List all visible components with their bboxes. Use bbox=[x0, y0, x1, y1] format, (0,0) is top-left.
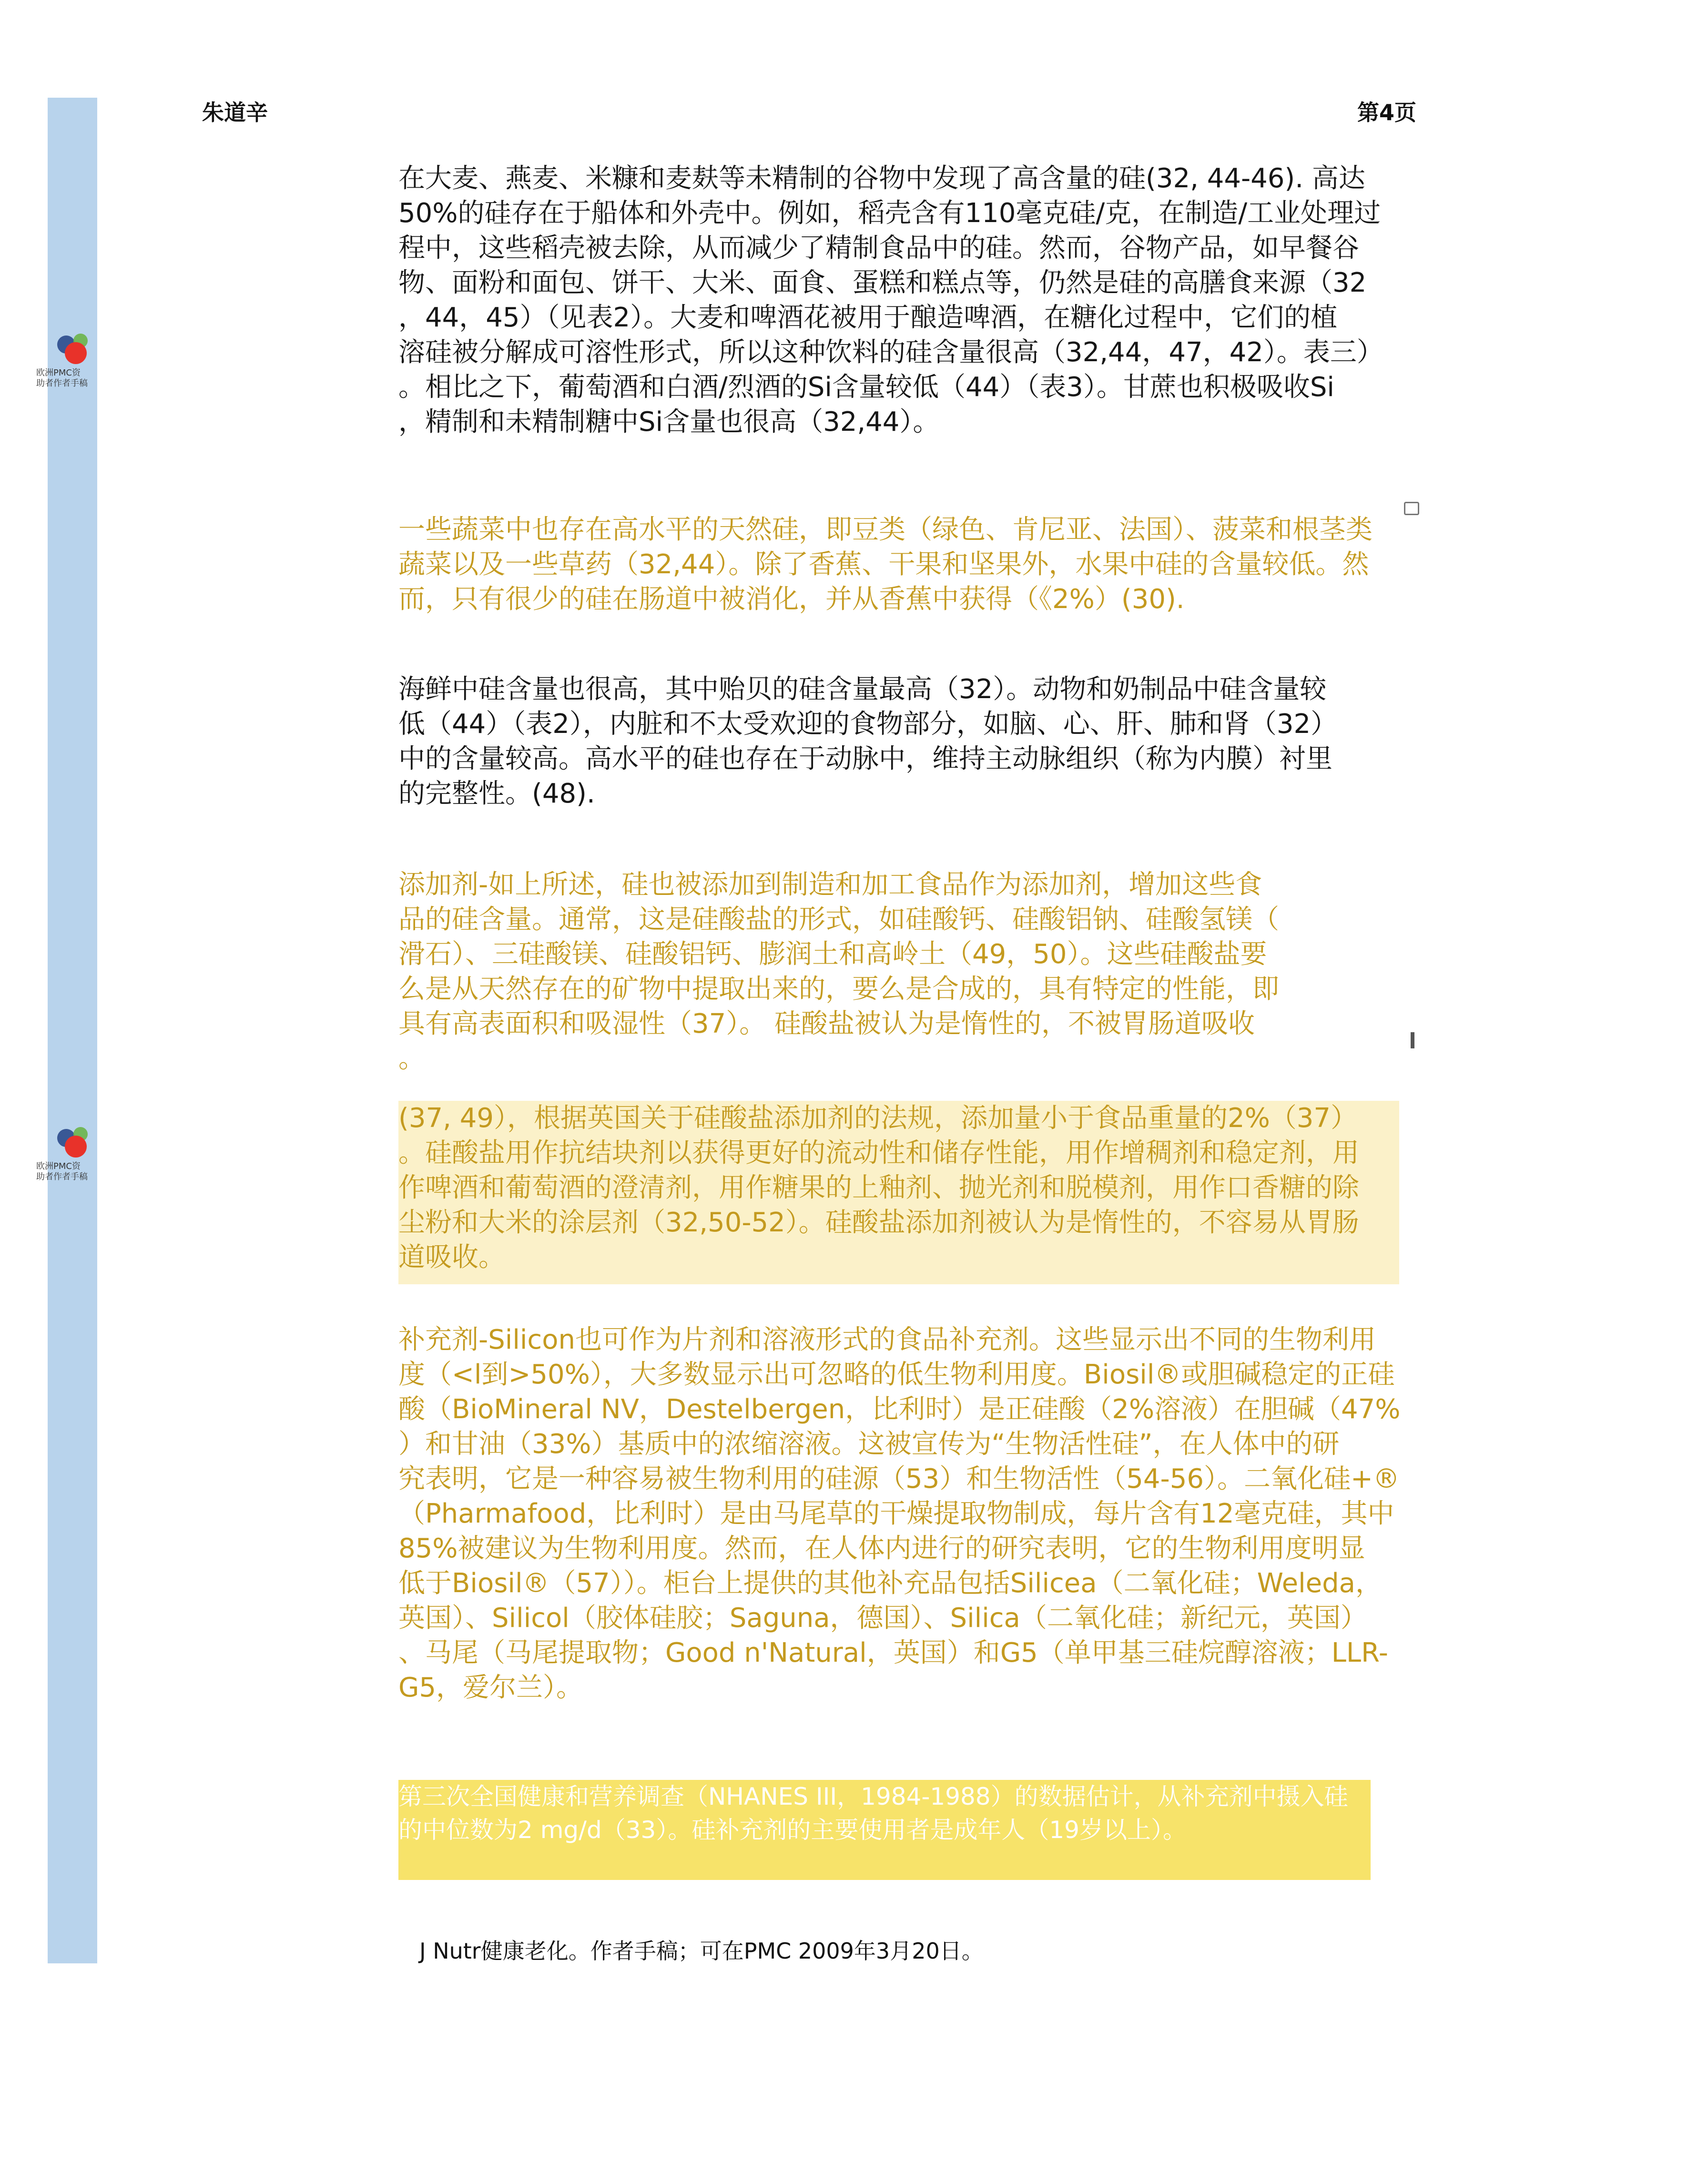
paragraph-additives: 添加剂-如上所述，硅也被添加到制造和加工食品作为添加剂，增加这些食 品的硅含量。通常，这是硅酸盐的形式，如硅酸钙、硅酸铝钠、硅酸氢镁（ 滑石）、三硅酸镁、硅酸铝钙、膨润土和高岭土（49，50）。这些硅酸盐要 么是从天然存在的矿物中提取出来的，要么是合成的，具有特定的性能，即 具有高表面积和吸湿性（37）。 硅酸盐被认为是惰性的，不被胃肠道吸收 。 bbox=[398, 869, 1279, 1074]
paragraph-seafood: 海鲜中硅含量也很高，其中贻贝的硅含量最高（32）。动物和奶制品中硅含量较 低（44）（表2），内脏和不太受欢迎的食物部分，如脑、心、肝、肺和肾（32） 中的含量较高。高水平的硅也存在于动脉中，维持主动脉组织（称为内膜）衬里 的完整性。(48). bbox=[398, 674, 1338, 809]
header-page-number: 第4页 bbox=[1357, 100, 1417, 125]
europe-pmc-badge bbox=[36, 1127, 112, 1182]
europe-pmc-badge bbox=[36, 334, 112, 389]
badge-label: 欧洲PMC资助者作者手稿 bbox=[36, 368, 88, 388]
badge-label: 欧洲PMC资助者作者手稿 bbox=[36, 1161, 88, 1182]
margin-mark bbox=[1411, 1032, 1414, 1048]
footer-citation: J Nutr健康老化。作者手稿；可在PMC 2009年3月20日。 bbox=[419, 1938, 984, 1964]
paragraph-cereals: 在大麦、燕麦、米糠和麦麸等未精制的谷物中发现了高含量的硅(32, 44-46). 高达 50%的硅存在于船体和外壳中。例如，稻壳含有110毫克硅/克，在制造/工业处理过 程中，这些稻壳被去除，从而减少了精制食品中的硅。然而，谷物产品，如早餐谷 物、面粉和面包、饼干、大米、面食、蛋糕和糕点等，仍然是硅的高膳食来源（32 ，44，45）（见表2）。大麦和啤酒花被用于酿造啤酒，在糖化过程中，它们的植 溶硅被分解成可溶性形式，所以这种饮料的硅含量很高（32,44，47，42）。表三） 。相比之下，葡萄酒和白酒/烈酒的Si含量较低（44）（表3）。甘蔗也积极吸收Si ，精制和未精制糖中Si含量也很高（32,44）。 bbox=[398, 163, 1383, 437]
europe-pmc-logo-icon bbox=[54, 1127, 94, 1160]
header-author: 朱道辛 bbox=[202, 100, 268, 125]
paragraph-silicate-regulations: (37, 49），根据英国关于硅酸盐添加剂的法规，添加量小于食品重量的2%（37） 。硅酸盐用作抗结块剂以获得更好的流动性和储存性能，用作增稠剂和稳定剂，用 作啤酒和葡萄酒的澄清剂，用作糖果的上釉剂、抛光剂和脱模剂，用作口香糖的除 尘粉和大米的涂层剂（32,50-52）。硅酸盐添加剂被认为是惰性的，不容易从胃肠 道吸收。 bbox=[398, 1101, 1399, 1284]
paragraph-supplements: 补充剂-Silicon也可作为片剂和溶液形式的食品补充剂。这些显示出不同的生物利用 度（<l到>50%），大多数显示出可忽略的低生物利用度。Biosil®或胆碱稳定的正硅 酸（BioMineral NV，Destelbergen，比利时）是正硅酸（2%溶液）在胆碱（47% ）和甘油（33%）基质中的浓缩溶液。这被宣传为“生物活性硅”，在人体中的研 究表明，它是一种容易被生物利用的硅源（53）和生物活性（54-56）。二氧化硅+® （Pharmafood，比利时）是由马尾草的干燥提取物制成，每片含有12毫克硅，其中 85%被建议为生物利用度。然而，在人体内进行的研究表明，它的生物利用度明显 低于Biosil®（57））。柜台上提供的其他补充品包括Silicea（二氧化硅；Weleda， 英国）、Silicol（胶体硅胶；Saguna，德国）、Silica（二氧化硅；新纪元，英国） 、马尾（马尾提取物；Good n'Natural，英国）和G5（单甲基三硅烷醇溶液；LLR- G5，爱尔兰）。 bbox=[398, 1324, 1401, 1703]
paragraph-vegetables: 一些蔬菜中也存在高水平的天然硅，即豆类（绿色、肯尼亚、法国）、菠菜和根茎类 蔬菜以及一些草药（32,44）。除了香蕉、干果和坚果外，水果中硅的含量较低。然 而，只有很少的硅在肠道中被消化，并从香蕉中获得（《2%）(30). bbox=[398, 514, 1373, 615]
paragraph-nhanes: 第三次全国健康和营养调查（NHANES III，1984-1988）的数据估计，从补充剂中摄入硅 的中位数为2 mg/d（33）。硅补充剂的主要使用者是成年人（19岁以上）。 bbox=[398, 1780, 1371, 1880]
europe-pmc-logo-icon bbox=[54, 334, 94, 367]
